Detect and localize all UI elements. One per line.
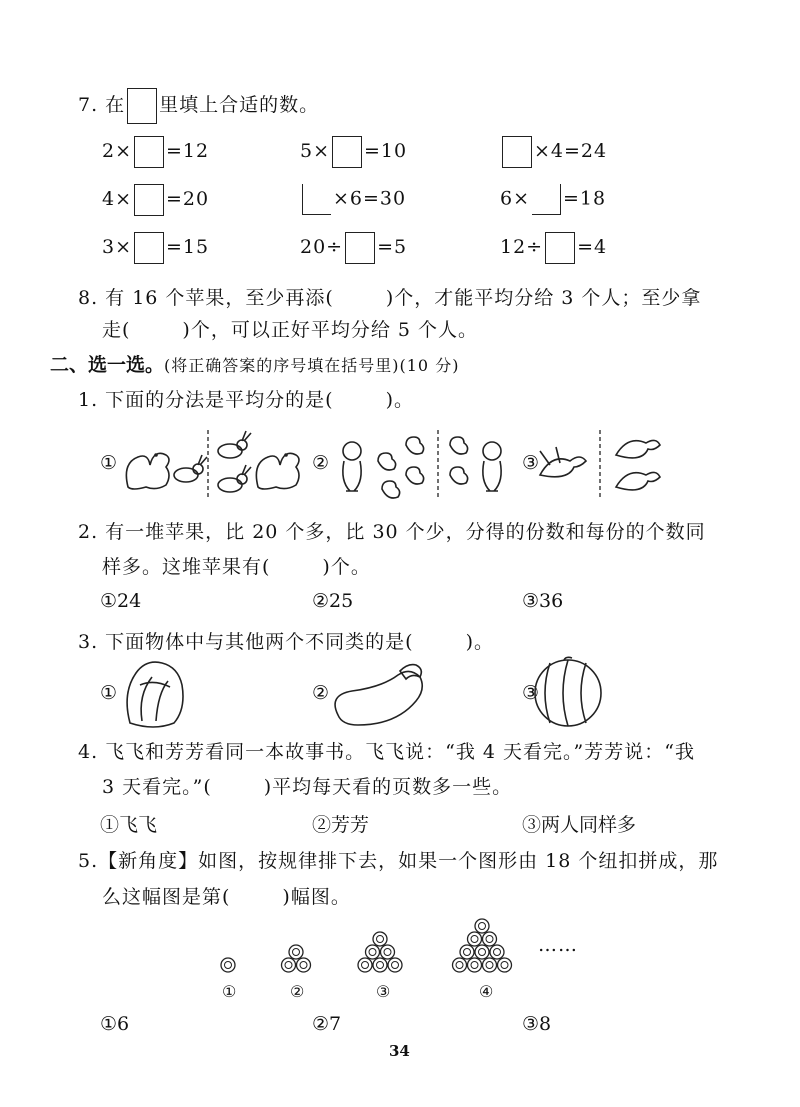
s2q5-option-1[interactable]: ①6 [100, 1013, 130, 1035]
section2-heading [50, 350, 459, 377]
button-figure-2 [282, 945, 311, 972]
q7-r2-b [300, 184, 406, 215]
q7-r2-c [500, 184, 606, 215]
q8-line1 [78, 283, 701, 310]
s2q2-line2-b: )个。 [322, 556, 371, 578]
s2q1-text [78, 385, 414, 412]
s2q3-option-2-label: ② [312, 682, 330, 704]
duck-icon [378, 437, 424, 498]
s2q2-line2 [102, 552, 371, 579]
answer-box[interactable] [502, 136, 532, 168]
eggplant-icon [335, 665, 422, 725]
s2q3-object-figures [120, 655, 620, 730]
answer-box[interactable] [332, 136, 362, 168]
button-icon [468, 932, 482, 946]
button-icon [297, 958, 311, 972]
answer-box[interactable] [134, 136, 164, 168]
s2q4-line1: 4. 飞飞和芳芳看同一本故事书。飞飞说：“我 4 天看完。”芳芳说：“我 [78, 741, 695, 763]
q7-r3-c-post: =4 [577, 236, 608, 258]
s2q5-fig-label-2: ② [290, 982, 305, 1001]
cabbage-icon [127, 662, 183, 727]
s2q2-option-3[interactable]: ③36 [522, 590, 564, 612]
s2q4-option-2[interactable]: ②芳芳 [312, 814, 370, 836]
s2q3-text-a: 3. 下面物体中与其他两个不同类的是( [78, 631, 414, 653]
bird-icon [616, 440, 660, 489]
s2q1-option-1-label: ① [100, 452, 118, 474]
button-icon [366, 945, 380, 959]
button-icon [373, 932, 387, 946]
button-icon [453, 958, 467, 972]
q7-title-pre: 7. 在 [78, 94, 126, 116]
q7-r2-c-post: =18 [563, 187, 607, 210]
s2q3-text [78, 627, 494, 654]
s2q1-option-3-label: ③ [522, 452, 540, 474]
q7-title-post: 里填上合适的数。 [159, 94, 320, 116]
s2q5-fig-label-1: ① [222, 982, 237, 1001]
s2q5-fig-label-3: ③ [376, 982, 391, 1001]
s2q5-line2-b: )幅图。 [282, 886, 351, 908]
button-icon [475, 919, 489, 933]
button-icon [388, 958, 402, 972]
s2q1-option-2-label: ② [312, 452, 330, 474]
q7-r3-a [102, 232, 209, 264]
button-icon [468, 958, 482, 972]
s2q5-line1: 5.【新角度】如图，按规律排下去，如果一个图形由 18 个纽扣拼成，那 [78, 850, 719, 872]
s2q5-button-figures [210, 910, 530, 980]
q8-line2 [102, 315, 478, 342]
q8-line1-b: )个，才能平均分给 3 个人；至少拿 [385, 287, 702, 309]
monkey-icon [483, 442, 501, 491]
s2q1-text-a: 1. 下面的分法是平均分的是( [78, 389, 334, 411]
section2-note: (将正确答案的序号填在括号里)(10 分) [164, 356, 460, 375]
section2-title: 二、选一选。 [50, 354, 165, 376]
s2q3-text-b: )。 [465, 631, 495, 653]
bird-icon [540, 447, 586, 477]
q8-line2-b: )个，可以正好平均分给 5 个人。 [182, 319, 479, 341]
watermelon-icon [535, 657, 601, 726]
s2q4-option-3[interactable]: ③两人同样多 [522, 814, 637, 836]
button-icon [289, 945, 303, 959]
s2q5-option-2[interactable]: ②7 [312, 1013, 342, 1035]
s2q5-line2 [102, 882, 351, 909]
q7-r3-b-post: =5 [377, 236, 408, 258]
answer-box[interactable] [545, 232, 575, 264]
button-icon [460, 945, 474, 959]
s2q5-line2-a: 么这幅图是第( [102, 886, 231, 908]
button-icon [498, 958, 512, 972]
s2q4-line2-b: )平均每天看的页数多一些。 [263, 776, 513, 798]
answer-box[interactable] [532, 184, 561, 215]
q7-r2-a-pre: 4× [102, 188, 133, 210]
q7-r2-c-pre: 6× [500, 187, 531, 210]
answer-box[interactable] [345, 232, 375, 264]
monkey-icon [343, 442, 361, 491]
squirrel-icon [126, 453, 169, 489]
squirrel-icon [256, 453, 299, 489]
answer-box[interactable] [134, 184, 164, 216]
s2q1-animal-figures [120, 425, 680, 505]
s2q4-option-1[interactable]: ①飞飞 [100, 814, 158, 836]
button-icon [475, 945, 489, 959]
q7-r3-c [500, 232, 607, 264]
s2q4-line2-a: 3 天看完。”( [102, 776, 212, 798]
q7-r3-a-pre: 3× [102, 236, 133, 258]
rabbit-icon [174, 455, 207, 482]
q7-title-box [127, 88, 157, 124]
q8-line1-a: 8. 有 16 个苹果，至少再添( [78, 287, 334, 309]
answer-box[interactable] [134, 232, 164, 264]
page-number: 34 [389, 1042, 410, 1060]
s2q3-option-3-label: ③ [522, 682, 540, 704]
button-icon [490, 945, 504, 959]
q7-r1-b-pre: 5× [300, 140, 331, 162]
q7-title [78, 88, 319, 124]
button-figure-3 [358, 932, 402, 972]
button-icon [221, 958, 235, 972]
q7-r3-a-post: =15 [166, 236, 210, 258]
s2q4-line2 [102, 772, 512, 799]
button-icon [358, 958, 372, 972]
s2q2-line2-a: 样多。这堆苹果有( [102, 556, 271, 578]
button-icon [483, 958, 497, 972]
button-icon [483, 932, 497, 946]
rabbit-icon [218, 465, 251, 492]
q7-r1-a-pre: 2× [102, 140, 133, 162]
s2q2-line1: 2. 有一堆苹果，比 20 个多，比 30 个少，分得的份数和每份的个数同 [78, 521, 706, 543]
q7-r2-a-post: =20 [166, 188, 210, 210]
rabbit-icon [218, 431, 251, 458]
s2q2-option-2[interactable]: ②25 [312, 590, 354, 612]
q7-r1-a-post: =12 [166, 140, 210, 162]
button-icon [381, 945, 395, 959]
s2q2-option-1[interactable]: ①24 [100, 590, 142, 612]
answer-box[interactable] [302, 184, 331, 215]
duck-icon [450, 437, 468, 484]
s2q5-fig-label-4: ④ [479, 982, 494, 1001]
button-figure-4 [453, 919, 512, 972]
q7-r1-b [300, 136, 407, 168]
q7-r3-c-pre: 12÷ [500, 236, 544, 258]
q7-r3-b [300, 232, 407, 264]
button-figure-1 [221, 958, 235, 972]
q7-r1-c-post: ×4=24 [534, 140, 608, 162]
button-icon [373, 958, 387, 972]
button-icon [282, 958, 296, 972]
s2q1-text-b: )。 [385, 389, 415, 411]
s2q3-option-1-label: ① [100, 682, 118, 704]
q7-r1-a [102, 136, 209, 168]
q8-line2-a: 走( [102, 319, 131, 341]
s2q5-option-3[interactable]: ③8 [522, 1013, 552, 1035]
q7-r3-b-pre: 20÷ [300, 236, 344, 258]
s2q5-ellipsis: …… [538, 934, 578, 956]
q7-r2-b-post: ×6=30 [333, 187, 407, 210]
q7-r1-b-post: =10 [364, 140, 408, 162]
q7-r1-c [500, 136, 607, 168]
q7-r2-a [102, 184, 209, 216]
